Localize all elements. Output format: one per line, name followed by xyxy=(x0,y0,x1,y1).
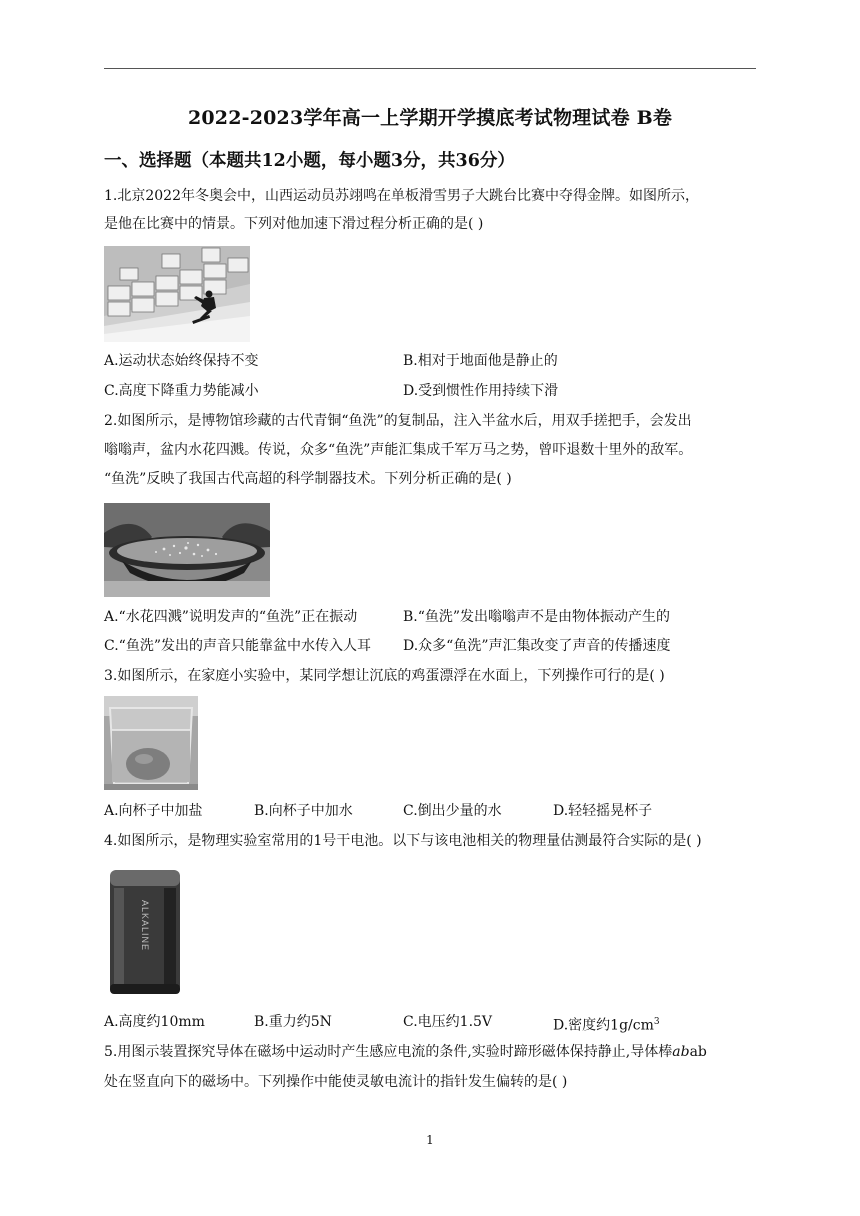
question-5-line-2: 处在竖直向下的磁场中。下列操作中能使灵敏电流计的指针发生偏转的是( ) xyxy=(104,1074,568,1090)
question-5-line-1-text: 5.用图示装置探究导体在磁场中运动时产生感应电流的条件,实验时蹄形磁体保持静止,导体棒 xyxy=(104,1044,673,1060)
q2-option-a[interactable]: A.“水花四溅”说明发声的“鱼洗”正在振动 xyxy=(104,609,358,625)
q2-option-c[interactable]: C.“鱼洗”发出的声音只能靠盆中水传入人耳 xyxy=(104,638,371,654)
fish-basin-photo xyxy=(104,503,270,597)
q2-option-d[interactable]: D.众多“鱼洗”声汇集改变了声音的传播速度 xyxy=(403,638,671,654)
rod-name-plain: ab xyxy=(689,1044,707,1060)
q4-option-b[interactable]: B.重力约5N xyxy=(254,1014,332,1030)
q4-option-d-text: D.密度约1g/cm xyxy=(553,1017,654,1034)
q4-option-a[interactable]: A.高度约10mm xyxy=(104,1014,205,1030)
section-heading: 一、选择题（本题共12小题，每小题3分，共36分） xyxy=(104,151,515,171)
page-title: 2022-2023学年高一上学期开学摸底考试物理试卷 B卷 xyxy=(187,107,673,129)
q1-option-c[interactable]: C.高度下降重力势能减小 xyxy=(104,383,259,399)
q4-option-d-superscript: 3 xyxy=(653,1017,660,1027)
q1-option-a[interactable]: A.运动状态始终保持不变 xyxy=(104,353,259,369)
q2-option-b[interactable]: B.“鱼洗”发出嗡嗡声不是由物体振动产生的 xyxy=(403,609,671,625)
battery-photo xyxy=(104,864,184,1000)
q1-option-b[interactable]: B.相对于地面他是静止的 xyxy=(403,353,558,369)
rod-name-italic: ab xyxy=(672,1044,690,1060)
q4-option-c[interactable]: C.电压约1.5V xyxy=(403,1014,493,1030)
snowboarder-photo xyxy=(104,246,250,342)
question-2-line-3: “鱼洗”反映了我国古代高超的科学制器技术。下列分析正确的是( ) xyxy=(104,471,512,487)
battery-brand-label: ALKALINE xyxy=(140,900,150,952)
question-5-line-1 xyxy=(104,1042,707,1062)
question-3-line-1: 3.如图所示，在家庭小实验中，某同学想让沉底的鸡蛋漂浮在水面上，下列操作可行的是( ) xyxy=(104,668,665,684)
q1-option-d[interactable]: D.受到惯性作用持续下滑 xyxy=(403,383,559,399)
egg-cup-photo xyxy=(104,696,198,790)
question-2-line-2: 嗡嗡声，盆内水花四溅。传说，众多“鱼洗”声能汇集成千军万马之势，曾吓退数十里外的敌军。 xyxy=(104,442,693,458)
q3-option-c[interactable]: C.倒出少量的水 xyxy=(403,803,502,819)
q4-option-d[interactable] xyxy=(553,1012,660,1036)
q3-option-d[interactable]: D.轻轻摇晃杯子 xyxy=(553,803,653,819)
header-rule xyxy=(104,68,756,69)
question-4-line-1: 4.如图所示，是物理实验室常用的1号干电池。以下与该电池相关的物理量估测最符合实际的是( ) xyxy=(104,833,702,849)
question-1-line-2: 是他在比赛中的情景。下列对他加速下滑过程分析正确的是( ) xyxy=(104,216,484,232)
q3-option-b[interactable]: B.向杯子中加水 xyxy=(254,803,353,819)
question-2-line-1: 2.如图所示，是博物馆珍藏的古代青铜“鱼洗”的复制品，注入半盆水后，用双手搓把手，会发出 xyxy=(104,413,692,429)
q3-option-a[interactable]: A.向杯子中加盐 xyxy=(104,803,203,819)
question-1-line-1: 1.北京2022年冬奥会中，山西运动员苏翊鸣在单板滑雪男子大跳台比赛中夺得金牌。如图所示， xyxy=(104,188,699,204)
page-number: 1 xyxy=(426,1133,434,1147)
